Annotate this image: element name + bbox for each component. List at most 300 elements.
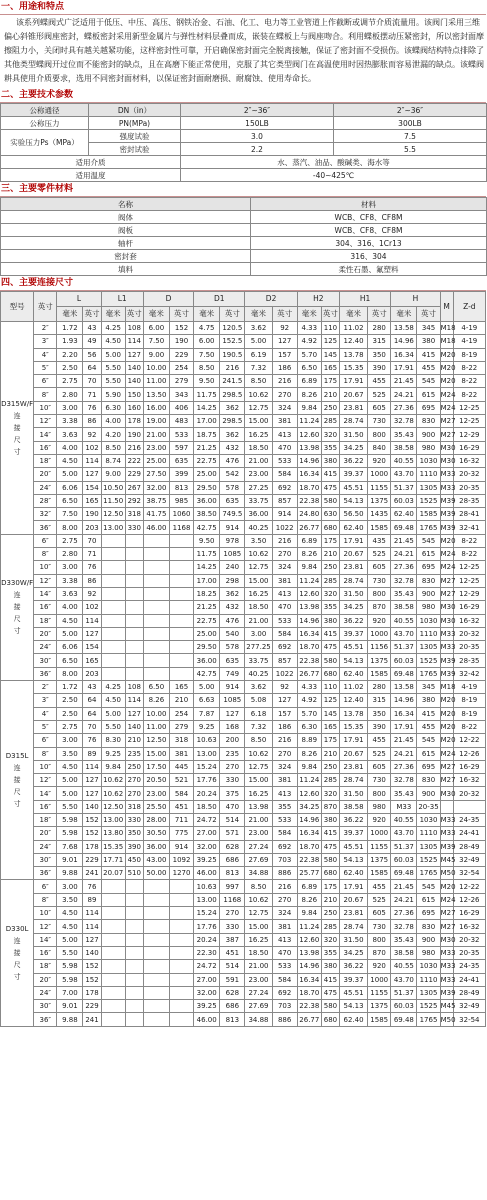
table-cell — [101, 601, 125, 614]
table-cell: 14.96 — [297, 614, 321, 627]
table-cell: 229 — [125, 468, 143, 481]
materials-row — [1, 237, 487, 250]
table-cell: 4.50 — [57, 454, 83, 467]
table-cell: 13.80 — [101, 827, 125, 840]
table-cell: 168 — [220, 720, 245, 733]
table-cell: M30 — [440, 614, 453, 627]
table-cell: 12.60 — [297, 933, 321, 946]
table-cell: 2″~36″ — [334, 104, 487, 117]
table-cell: 470 — [220, 800, 245, 813]
table-cell: 6.89 — [297, 534, 321, 547]
table-cell: 28.74 — [339, 574, 367, 587]
table-cell: 86 — [83, 574, 101, 587]
table-cell: 14.96 — [297, 960, 321, 973]
materials-header — [1, 198, 487, 211]
table-cell: 4″ — [34, 348, 57, 361]
table-cell: 857 — [272, 654, 297, 667]
table-cell: 20.67 — [339, 893, 367, 906]
column-header: 材料 — [251, 198, 487, 211]
table-cell: 1.72 — [57, 322, 83, 335]
table-cell: 8.74 — [101, 454, 125, 467]
table-cell: 39.25 — [194, 1000, 220, 1013]
table-cell: M33 — [440, 641, 453, 654]
table-cell: 1060 — [169, 508, 193, 521]
table-cell: 152 — [169, 322, 193, 335]
table-cell: 32-54 — [453, 867, 485, 880]
table-cell: 1156 — [368, 641, 391, 654]
table-cell: 10.50 — [101, 481, 125, 494]
table-cell: 381 — [272, 415, 297, 428]
table-cell: 525 — [368, 388, 391, 401]
table-cell: 320 — [321, 787, 339, 800]
table-cell: 12-26 — [453, 747, 485, 760]
model-label-part: 接 — [13, 603, 21, 612]
table-cell: 17.76 — [194, 920, 220, 933]
table-cell: 813 — [220, 867, 245, 880]
table-cell: 69.48 — [391, 1013, 417, 1026]
table-cell: 13.98 — [245, 800, 272, 813]
dims-row — [1, 454, 486, 467]
table-cell: 8-19 — [453, 694, 485, 707]
table-cell: 870 — [368, 946, 391, 959]
table-cell: 475 — [321, 481, 339, 494]
table-cell: 1765 — [417, 667, 440, 680]
table-cell: 12-22 — [453, 880, 485, 893]
table-cell: 316、304 — [251, 250, 487, 263]
table-cell: 8-19 — [453, 707, 485, 720]
model-label-part: 尺 — [13, 435, 21, 444]
table-cell: 25.00 — [194, 627, 220, 640]
table-cell: 190.5 — [220, 348, 245, 361]
model-label-part: D330W/F — [1, 579, 34, 588]
table-cell: 4.33 — [297, 681, 321, 694]
table-cell: DN（in） — [89, 104, 181, 117]
table-cell: 800 — [368, 787, 391, 800]
table-cell: 200 — [220, 734, 245, 747]
table-cell: 20.24 — [194, 787, 220, 800]
table-cell — [169, 920, 193, 933]
table-cell: 165 — [321, 720, 339, 733]
table-cell: 5.98 — [57, 960, 83, 973]
table-cell: 345 — [417, 681, 440, 694]
table-cell: 23.00 — [245, 827, 272, 840]
table-cell: M24 — [440, 388, 453, 401]
unit-header: 毫米 — [101, 307, 125, 322]
table-cell: 46.00 — [143, 521, 169, 534]
table-cell: 680 — [321, 867, 339, 880]
table-cell: 270 — [220, 907, 245, 920]
table-cell: 406 — [169, 401, 193, 414]
table-cell — [101, 654, 125, 667]
table-cell — [101, 920, 125, 933]
table-cell: 350 — [368, 707, 391, 720]
table-cell: 4.50 — [57, 907, 83, 920]
table-cell: 9.25 — [101, 747, 125, 760]
table-cell: 4.50 — [57, 614, 83, 627]
table-cell: 30″ — [34, 853, 57, 866]
dims-row — [1, 441, 486, 454]
table-cell: 28.74 — [339, 415, 367, 428]
table-cell: 1085 — [220, 548, 245, 561]
table-cell: 32″ — [34, 508, 57, 521]
table-cell: 584 — [272, 827, 297, 840]
table-cell: 24.21 — [391, 548, 417, 561]
table-cell: 20-32 — [453, 933, 485, 946]
table-cell: 451 — [220, 946, 245, 959]
table-cell — [143, 986, 169, 999]
table-cell: 15.00 — [245, 574, 272, 587]
table-cell: M27 — [440, 907, 453, 920]
table-cell: 1305 — [417, 986, 440, 999]
table-cell: 26.77 — [297, 1013, 321, 1026]
table-cell: 9.50 — [194, 375, 220, 388]
model-label-part: 寸 — [13, 447, 21, 456]
table-cell: 749 — [220, 667, 245, 680]
table-cell: 26.77 — [297, 667, 321, 680]
materials-table — [0, 197, 487, 276]
table-cell: 703 — [272, 1000, 297, 1013]
table-cell: M20 — [440, 734, 453, 747]
model-label-part: 寸 — [13, 800, 21, 809]
table-cell: 45.51 — [339, 641, 367, 654]
dims-row — [1, 614, 486, 627]
dims-row — [1, 335, 486, 348]
dims-row — [1, 375, 486, 388]
table-cell — [169, 574, 193, 587]
table-cell — [125, 920, 143, 933]
table-cell: 16″ — [34, 800, 57, 813]
table-cell: M24 — [440, 401, 453, 414]
table-cell: 16″ — [34, 601, 57, 614]
table-cell: 12-25 — [453, 415, 485, 428]
table-cell: 43.70 — [391, 627, 417, 640]
table-cell: 15.35 — [101, 840, 125, 853]
dims-row — [1, 707, 486, 720]
table-cell: 1765 — [417, 521, 440, 534]
table-cell — [169, 654, 193, 667]
table-cell: 20.24 — [194, 933, 220, 946]
table-cell: 92 — [272, 322, 297, 335]
table-cell: 30″ — [34, 1000, 57, 1013]
table-cell: 830 — [417, 774, 440, 787]
table-cell: 578 — [220, 641, 245, 654]
table-cell: 适用介质 — [1, 156, 181, 169]
table-cell: 7.50 — [57, 508, 83, 521]
table-cell: 216 — [220, 361, 245, 374]
column-header: H — [391, 292, 440, 307]
table-cell: 330 — [125, 813, 143, 826]
table-cell: 13.00 — [101, 521, 125, 534]
table-cell: 216 — [272, 534, 297, 547]
table-cell: 800 — [368, 587, 391, 600]
table-cell: 413 — [272, 428, 297, 441]
test-pressure-label: 实验压力Ps（MPa） — [1, 130, 89, 156]
materials-row — [1, 211, 487, 224]
table-cell: 584 — [272, 973, 297, 986]
column-header: D — [143, 292, 193, 307]
table-cell: 60.03 — [391, 654, 417, 667]
table-cell: 324 — [272, 561, 297, 574]
table-cell: 2.80 — [57, 388, 83, 401]
table-cell: -40~425℃ — [181, 169, 487, 182]
table-cell: 24-35 — [453, 813, 485, 826]
table-cell: 21.00 — [245, 614, 272, 627]
table-cell: 20-32 — [453, 787, 485, 800]
table-cell: 1525 — [417, 1000, 440, 1013]
column-header: 型号 — [1, 292, 34, 322]
table-cell: 70 — [83, 534, 101, 547]
table-cell: 6″ — [34, 375, 57, 388]
table-cell: 127 — [272, 335, 297, 348]
table-cell: 36.00 — [194, 494, 220, 507]
table-cell: 584 — [272, 627, 297, 640]
table-cell: 10″ — [34, 561, 57, 574]
table-cell: 76 — [83, 561, 101, 574]
table-cell: 43 — [83, 681, 101, 694]
table-cell: 92 — [272, 681, 297, 694]
table-cell: 36″ — [34, 1013, 57, 1026]
table-cell: 21.45 — [391, 734, 417, 747]
table-cell: 27.36 — [391, 907, 417, 920]
table-cell: 4.00 — [57, 601, 83, 614]
table-cell: 190 — [83, 508, 101, 521]
table-cell: 886 — [272, 867, 297, 880]
table-cell: 23.00 — [143, 441, 169, 454]
table-cell: 380 — [321, 813, 339, 826]
table-cell — [143, 601, 169, 614]
table-cell: 1765 — [417, 1013, 440, 1026]
table-cell: 455 — [368, 734, 391, 747]
table-cell: 8.50 — [245, 880, 272, 893]
table-cell: 54.13 — [339, 654, 367, 667]
table-cell: 1030 — [417, 813, 440, 826]
table-cell: 34.25 — [339, 601, 367, 614]
table-cell: 13.78 — [339, 707, 367, 720]
table-cell: 9.00 — [101, 468, 125, 481]
table-cell: 980 — [417, 946, 440, 959]
table-cell: 34.88 — [245, 867, 272, 880]
table-cell: 45.51 — [339, 840, 367, 853]
table-cell — [143, 1000, 169, 1013]
table-cell: 水、蒸汽、油品、酸碱类、海水等 — [181, 156, 487, 169]
table-cell: 980 — [368, 800, 391, 813]
table-cell: 10.63 — [194, 880, 220, 893]
table-cell: 89 — [83, 747, 101, 760]
table-cell: 16-29 — [453, 760, 485, 773]
dims-row — [1, 960, 486, 973]
table-cell: 8-22 — [453, 548, 485, 561]
table-cell: 10.62 — [245, 893, 272, 906]
table-cell: 5.00 — [57, 468, 83, 481]
table-cell: 轴杆 — [1, 237, 251, 250]
table-cell: 60.03 — [391, 853, 417, 866]
table-cell: 1305 — [417, 641, 440, 654]
table-cell: 41.75 — [143, 508, 169, 521]
unit-header: 英寸 — [169, 307, 193, 322]
table-cell: 628 — [220, 840, 245, 853]
table-cell — [143, 946, 169, 959]
table-cell — [169, 893, 193, 906]
table-cell: 250 — [321, 907, 339, 920]
table-cell: 1375 — [368, 654, 391, 667]
table-cell — [101, 667, 125, 680]
table-cell: 32-49 — [453, 853, 485, 866]
table-cell: 40.55 — [391, 614, 417, 627]
table-cell: 71 — [83, 548, 101, 561]
table-cell: 857 — [272, 494, 297, 507]
table-cell: 27.69 — [245, 853, 272, 866]
section-usage-title: 一、用途和特点 — [0, 0, 486, 15]
table-cell: 39.37 — [339, 627, 367, 640]
table-cell: 76 — [83, 734, 101, 747]
table-cell: 9.84 — [297, 760, 321, 773]
table-cell: 813 — [169, 481, 193, 494]
unit-header: 毫米 — [391, 307, 417, 322]
table-cell: 43.70 — [391, 827, 417, 840]
table-cell: 12.60 — [297, 428, 321, 441]
table-cell: 270 — [272, 388, 297, 401]
table-cell: 250 — [321, 561, 339, 574]
params-row — [1, 156, 487, 169]
table-cell: 8-22 — [453, 720, 485, 733]
table-cell — [169, 587, 193, 600]
table-cell: 8.89 — [297, 734, 321, 747]
table-cell: 692 — [272, 641, 297, 654]
table-cell: 545 — [417, 375, 440, 388]
table-cell — [169, 627, 193, 640]
table-cell: 8.50 — [245, 734, 272, 747]
table-cell: 32-41 — [453, 521, 485, 534]
table-cell: 16.00 — [143, 401, 169, 414]
table-cell: 32.78 — [391, 774, 417, 787]
table-cell: 190 — [125, 428, 143, 441]
model-label — [1, 880, 34, 1026]
table-cell: 4.92 — [297, 694, 321, 707]
table-cell: 6.63 — [194, 694, 220, 707]
table-cell: 25.50 — [143, 800, 169, 813]
table-cell: 8-19 — [453, 348, 485, 361]
table-cell: 900 — [417, 587, 440, 600]
model-label-part: 寸 — [13, 973, 21, 982]
table-cell: 23.81 — [339, 401, 367, 414]
table-cell: WCB、CF8、CF8M — [251, 224, 487, 237]
column-header: H2 — [297, 292, 339, 307]
table-cell: 381 — [272, 774, 297, 787]
table-cell: 415 — [321, 627, 339, 640]
table-cell: 18.70 — [297, 986, 321, 999]
table-cell: 40.25 — [245, 667, 272, 680]
table-cell: 1000 — [368, 827, 391, 840]
table-cell: 10.62 — [245, 747, 272, 760]
table-cell: 32.00 — [194, 840, 220, 853]
table-cell: 25.00 — [143, 454, 169, 467]
table-cell: 49 — [83, 335, 101, 348]
table-cell: 20-35 — [417, 800, 440, 813]
table-cell: 39.25 — [194, 853, 220, 866]
table-cell: 1030 — [417, 614, 440, 627]
table-cell: 12.75 — [245, 760, 272, 773]
table-cell: 86 — [83, 415, 101, 428]
table-cell: 7.00 — [57, 986, 83, 999]
table-cell: 711 — [169, 813, 193, 826]
table-cell: 4.50 — [101, 694, 125, 707]
table-cell: 34.88 — [245, 1013, 272, 1026]
table-cell — [125, 933, 143, 946]
table-cell: 580 — [321, 654, 339, 667]
table-cell: 6.30 — [101, 401, 125, 414]
table-cell: 8.50 — [101, 441, 125, 454]
table-cell: M30 — [440, 454, 453, 467]
table-cell: 102 — [83, 601, 101, 614]
model-label-part: 连 — [13, 937, 21, 946]
table-cell: 451 — [169, 800, 193, 813]
table-cell: 13.58 — [391, 681, 417, 694]
table-cell: 127 — [125, 707, 143, 720]
table-cell: 680 — [321, 521, 339, 534]
table-cell: 32.78 — [391, 574, 417, 587]
table-cell: 9.01 — [57, 853, 83, 866]
dims-row — [1, 494, 486, 507]
table-cell: 18.70 — [297, 840, 321, 853]
table-cell: 5″ — [34, 361, 57, 374]
table-cell: M45 — [440, 1000, 453, 1013]
table-cell: 475 — [321, 840, 339, 853]
table-cell: 17.91 — [391, 361, 417, 374]
table-cell: 10″ — [34, 907, 57, 920]
table-cell — [125, 534, 143, 547]
table-cell: 330 — [220, 774, 245, 787]
table-cell: 20.67 — [339, 548, 367, 561]
dims-row — [1, 361, 486, 374]
dims-row — [1, 774, 486, 787]
table-cell: M33 — [440, 627, 453, 640]
dims-row — [1, 840, 486, 853]
table-cell: 54.13 — [339, 494, 367, 507]
table-cell: 5.98 — [57, 813, 83, 826]
table-cell: 304、316、1Cr13 — [251, 237, 487, 250]
table-cell: 8.26 — [297, 388, 321, 401]
dims-row — [1, 654, 486, 667]
table-cell: 17.00 — [194, 574, 220, 587]
table-cell: 8.26 — [297, 893, 321, 906]
table-cell: 24.72 — [194, 813, 220, 826]
table-cell: 279 — [169, 720, 193, 733]
dims-row — [1, 1000, 486, 1013]
table-cell: 615 — [417, 548, 440, 561]
table-cell: 980 — [417, 441, 440, 454]
table-cell: 270 — [125, 787, 143, 800]
table-cell: M39 — [440, 521, 453, 534]
table-cell — [143, 548, 169, 561]
table-cell: 13.98 — [297, 946, 321, 959]
table-cell: 14.96 — [391, 694, 417, 707]
table-cell: 18.25 — [194, 587, 220, 600]
table-cell: 16.25 — [245, 428, 272, 441]
table-cell: 210 — [321, 747, 339, 760]
model-label — [1, 534, 34, 680]
table-cell: 3.50 — [57, 893, 83, 906]
table-cell: 20″ — [34, 627, 57, 640]
table-cell: 730 — [368, 415, 391, 428]
table-cell: 533 — [272, 960, 297, 973]
table-cell: 50.00 — [143, 867, 169, 880]
model-label — [1, 681, 34, 880]
table-cell — [125, 627, 143, 640]
table-cell: 11.02 — [339, 681, 367, 694]
table-cell: 533 — [169, 428, 193, 441]
table-cell — [169, 946, 193, 959]
params-row — [1, 169, 487, 182]
